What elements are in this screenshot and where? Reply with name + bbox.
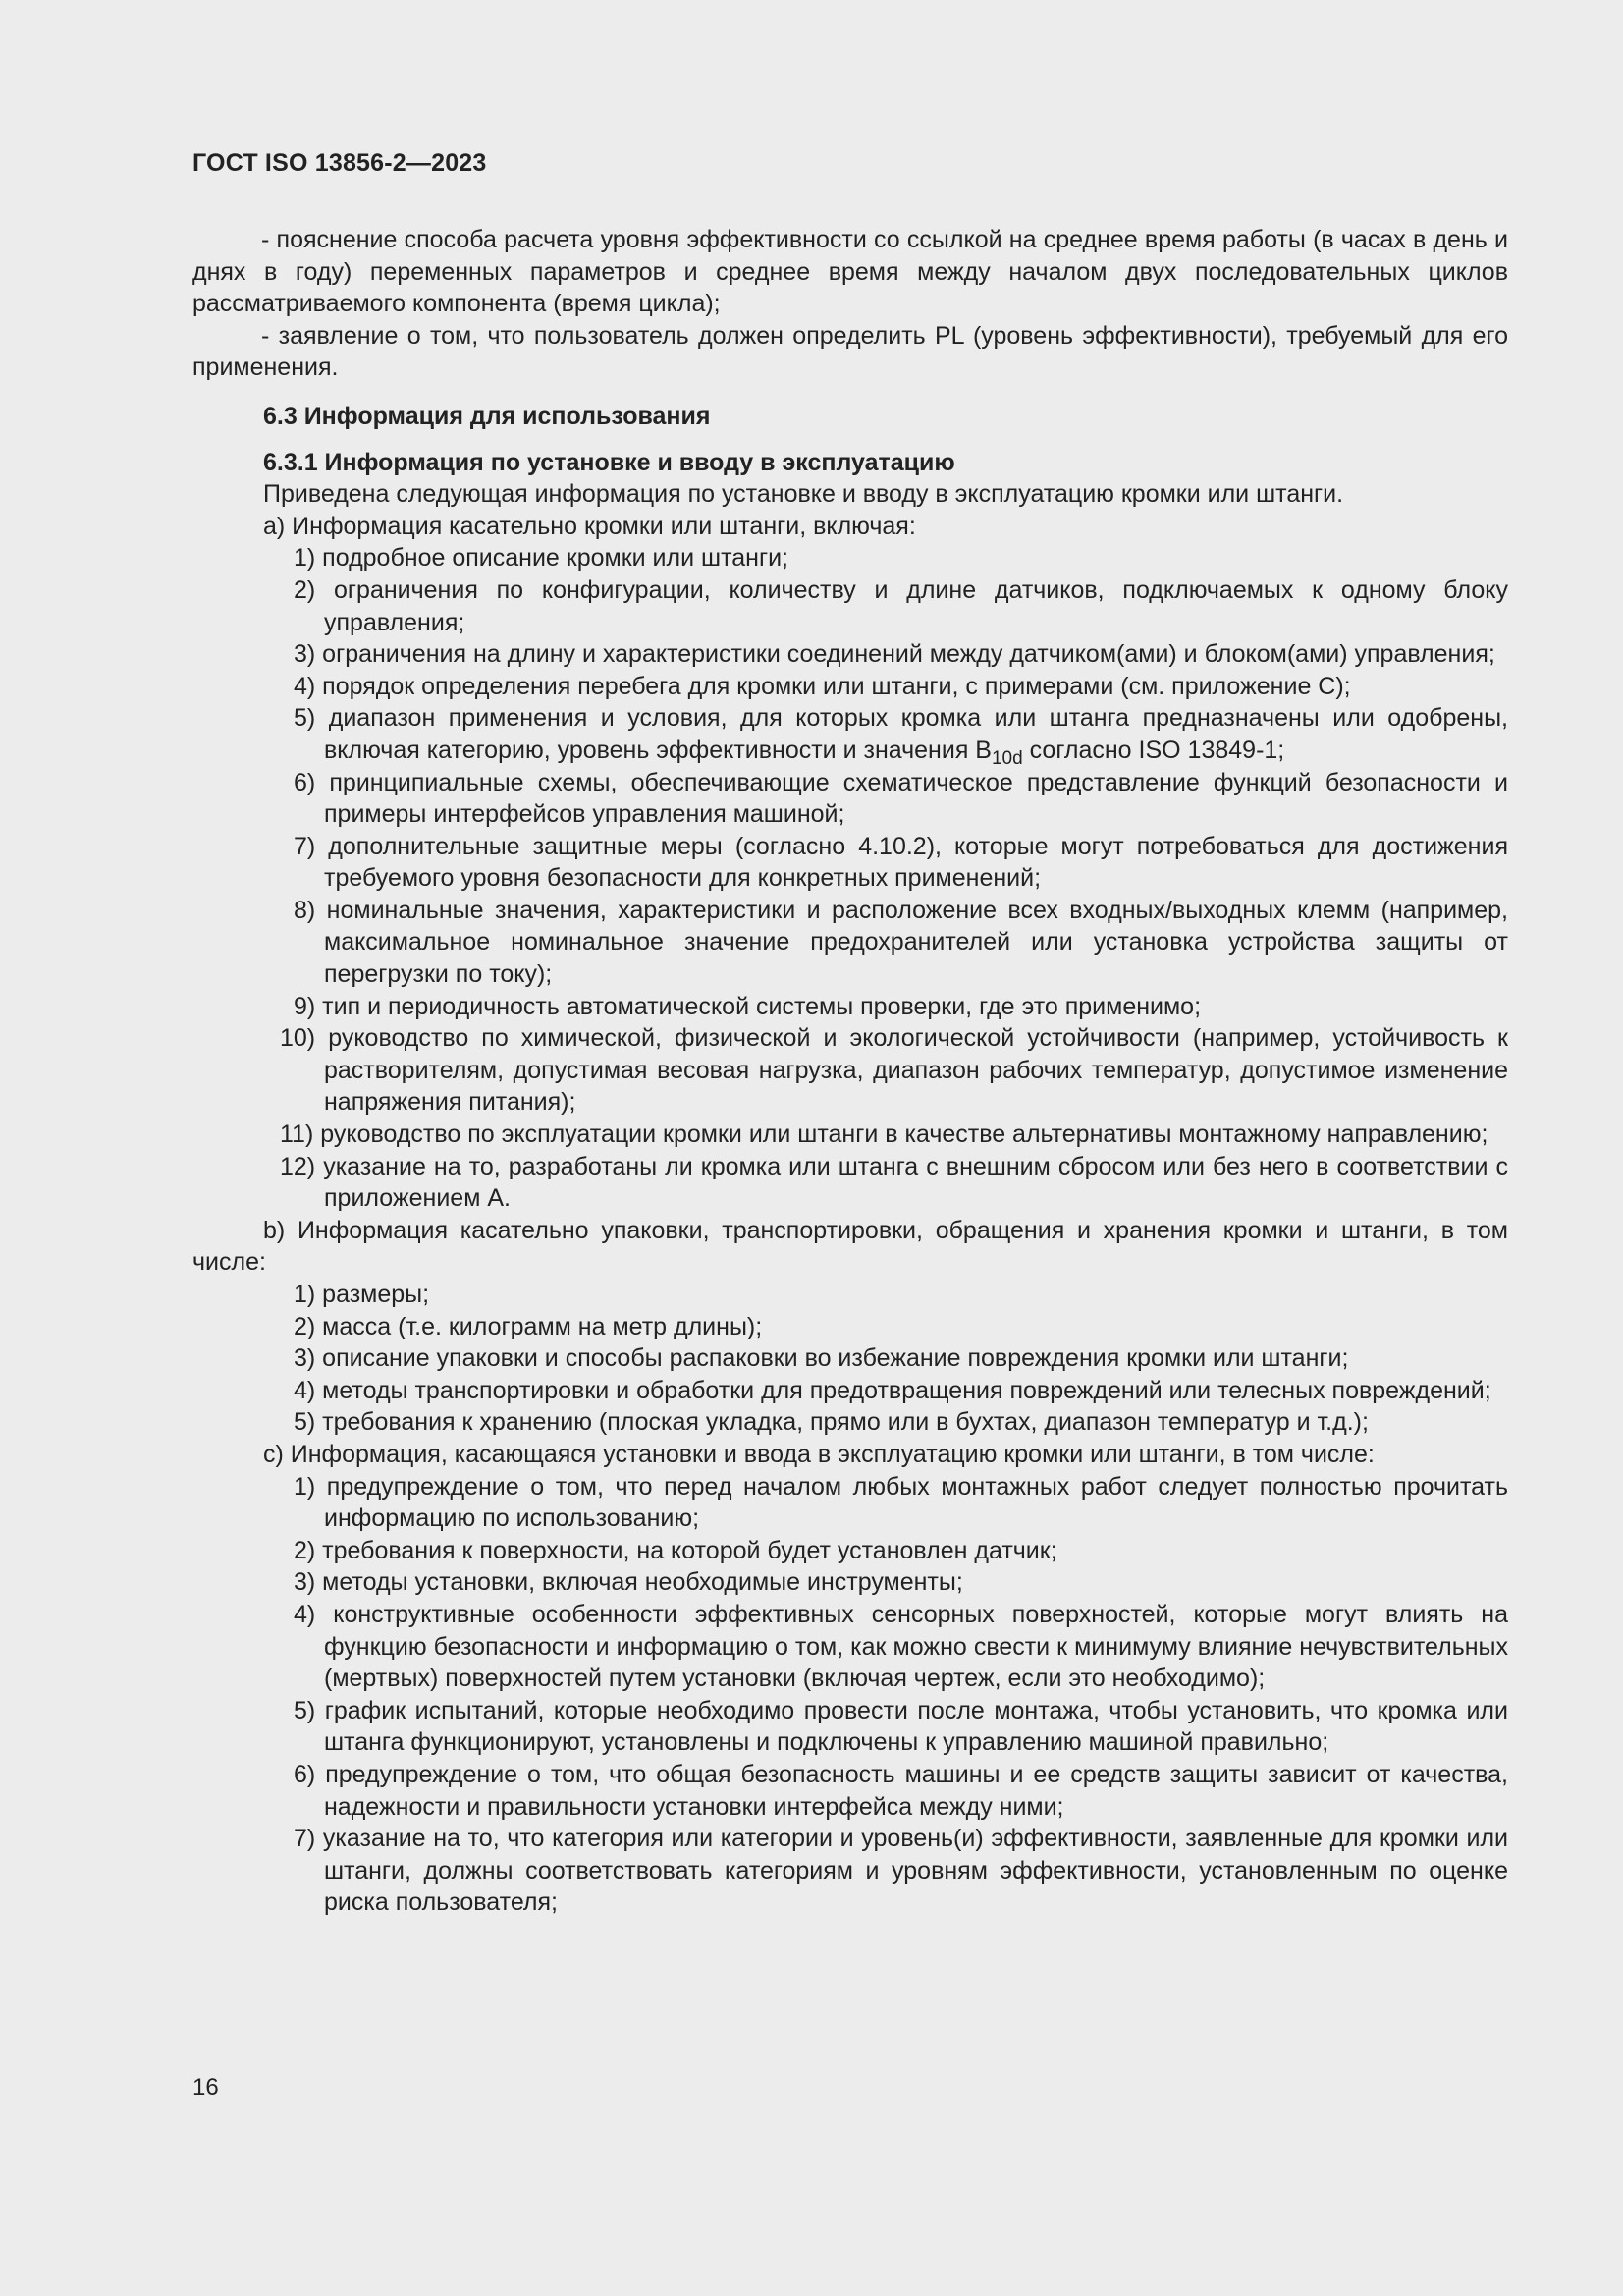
- section-title: 6.3 Информация для использования: [263, 402, 711, 430]
- group-c-title: c) Информация, касающаяся установки и ввода в эксплуатацию кромки или штанги, в том числе:: [263, 1440, 1375, 1468]
- list-item: 5) график испытаний, которые необходимо провести после монтажа, чтобы установить, что кромка или штанга функционируют, установлены и подключены к управлению машиной правильно;: [294, 1696, 1508, 1757]
- list-item: 2) требования к поверхности, на которой будет установлен датчик;: [294, 1536, 1057, 1564]
- list-item: 4) конструктивные особенности эффективных сенсорных поверхностей, которые могут влиять на функцию безопасности и информацию о том, как можно свести к минимуму влияние нечувствительных (мертвых) поверхностей путем установки (включая чертеж, если это необходимо);: [294, 1600, 1508, 1693]
- list-item: 12) указание на то, разработаны ли кромка или штанга с внешним сбросом или без него в соответствии с приложением А.: [280, 1152, 1508, 1213]
- list-item: 4) порядок определения перебега для кромки или штанги, с примерами (см. приложение С);: [294, 672, 1351, 700]
- list-item: [294, 702, 1508, 769]
- list-item: 8) номинальные значения, характеристики и расположение всех входных/выходных клемм (например, максимальное номинальное значение предохранителей или установка устройства защиты от перегрузки по току);: [294, 896, 1508, 989]
- list-item: 7) дополнительные защитные меры (согласно 4.10.2), которые могут потребоваться для достижения требуемого уровня безопасности для конкретных применений;: [294, 832, 1508, 893]
- list-item: 11) руководство по эксплуатации кромки или штанги в качестве альтернативы монтажному направлению;: [280, 1121, 1488, 1149]
- list-item: 6) принципиальные схемы, обеспечивающие схематическое представление функций безопасности и примеры интерфейсов управления машиной;: [294, 768, 1508, 829]
- list-item: 6) предупреждение о том, что общая безопасность машины и ее средств защиты зависит от качества, надежности и правильности установки интерфейса между ними;: [294, 1760, 1508, 1821]
- document-body: [192, 224, 1508, 1919]
- list-item-tail: согласно ISO 13849-1;: [1022, 736, 1285, 764]
- list-item: 1) подробное описание кромки или штанги;: [294, 544, 788, 573]
- list-item-text: 5) диапазон применения и условия, для которых кромка или штанга предназначены или одобрены, включая категорию, уровень эффективности и значения B: [294, 704, 1508, 764]
- list-item: 2) масса (т.е. килограмм на метр длины);: [294, 1312, 763, 1340]
- group-c-list: [294, 1471, 1508, 1919]
- list-item: 4) методы транспортировки и обработки для предотвращения повреждений или телесных повреждений;: [294, 1376, 1491, 1404]
- list-item: 3) методы установки, включая необходимые инструменты;: [294, 1568, 963, 1597]
- subsection-title: 6.3.1 Информация по установке и вводу в эксплуатацию: [263, 448, 955, 476]
- subsection-intro: Приведена следующая информация по установке и вводу в эксплуатацию кромки или штанги.: [263, 480, 1344, 509]
- list-item: 5) требования к хранению (плоская укладка, прямо или в бухтах, диапазон температур и т.д.);: [294, 1408, 1369, 1437]
- group-a-title: a) Информация касательно кромки или штанги, включая:: [263, 512, 916, 540]
- intro-paragraph-1: - пояснение способа расчета уровня эффективности со ссылкой на среднее время работы (в часах в день и днях в году) переменных параметров и среднее время между началом двух последовательных циклов рассматриваемого компонента (время цикла);: [192, 226, 1508, 318]
- document-header: ГОСТ ISO 13856-2—2023: [192, 149, 487, 177]
- list-item: 7) указание на то, что категория или категории и уровень(и) эффективности, заявленные для кромки или штанги, должны соответствовать категориям и уровням эффективности, установленным по оценке риска пользователя;: [294, 1825, 1508, 1917]
- page-number: 16: [192, 2074, 219, 2101]
- group-a-list: [280, 542, 1508, 1214]
- list-item: 9) тип и периодичность автоматической системы проверки, где это применимо;: [294, 992, 1202, 1020]
- group-b-list: [294, 1279, 1508, 1439]
- list-item: 3) описание упаковки и способы распаковки во избежание повреждения кромки или штанги;: [294, 1344, 1349, 1373]
- list-item: 10) руководство по химической, физической и экологической устойчивости (например, устойчивость к растворителям, допустимая весовая нагрузка, диапазон рабочих температур, допустимое изменение напряжения питания);: [280, 1024, 1508, 1117]
- intro-paragraph-2: - заявление о том, что пользователь должен определить PL (уровень эффективности), требуемый для его применения.: [192, 321, 1508, 382]
- list-item: 2) ограничения по конфигурации, количеству и длине датчиков, подключаемых к одному блоку управления;: [294, 575, 1508, 636]
- subscript: 10d: [991, 747, 1023, 769]
- list-item: 3) ограничения на длину и характеристики соединений между датчиком(ами) и блоком(ами) управления;: [294, 640, 1495, 669]
- list-item: 1) предупреждение о том, что перед началом любых монтажных работ следует полностью прочитать информацию по использованию;: [294, 1472, 1508, 1533]
- group-b-title: b) Информация касательно упаковки, транспортировки, обращения и хранения кромки и штанги, в том числе:: [192, 1216, 1508, 1277]
- list-item: 1) размеры;: [294, 1281, 430, 1308]
